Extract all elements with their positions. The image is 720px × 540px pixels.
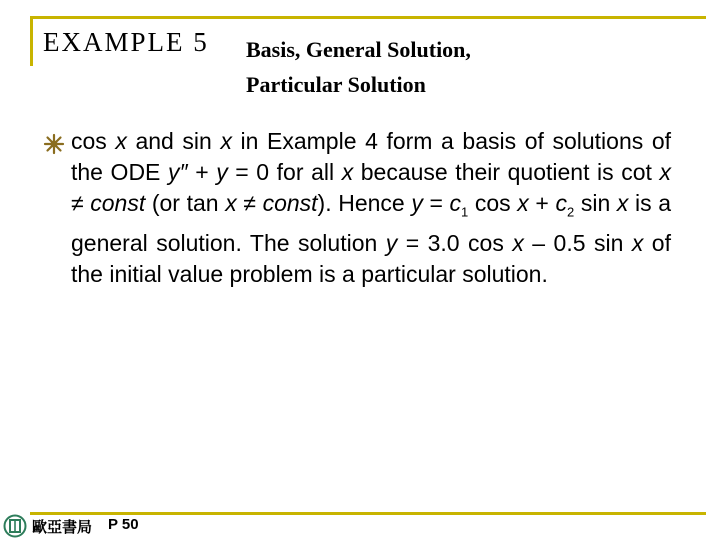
title-line-1: Basis, General Solution, xyxy=(246,37,471,62)
page-number: P 50 xyxy=(108,516,139,533)
publisher-logo-icon xyxy=(3,514,27,538)
slide-title xyxy=(246,32,471,102)
body-paragraph: cos x and sin x in Example 4 form a basis of solutions of the ODE y″ + y = 0 for all x because their quotient is cot x ≠ const (or tan x ≠ const). Hence $y = c_1$ $\cos x + c_2$ sin x is a general solution. The solution y = 3.0 cos x – 0.5 sin x of the initial value problem is a particular solution. xyxy=(71,128,672,287)
bottom-frame-line xyxy=(30,512,706,515)
left-frame-line xyxy=(30,16,33,66)
top-frame-line xyxy=(30,16,706,19)
star-bullet-icon xyxy=(43,133,65,155)
title-line-2: Particular Solution xyxy=(246,72,426,97)
publisher-name: 歐亞書局 xyxy=(32,519,93,536)
example-label: EXAMPLE 5 xyxy=(43,27,209,57)
